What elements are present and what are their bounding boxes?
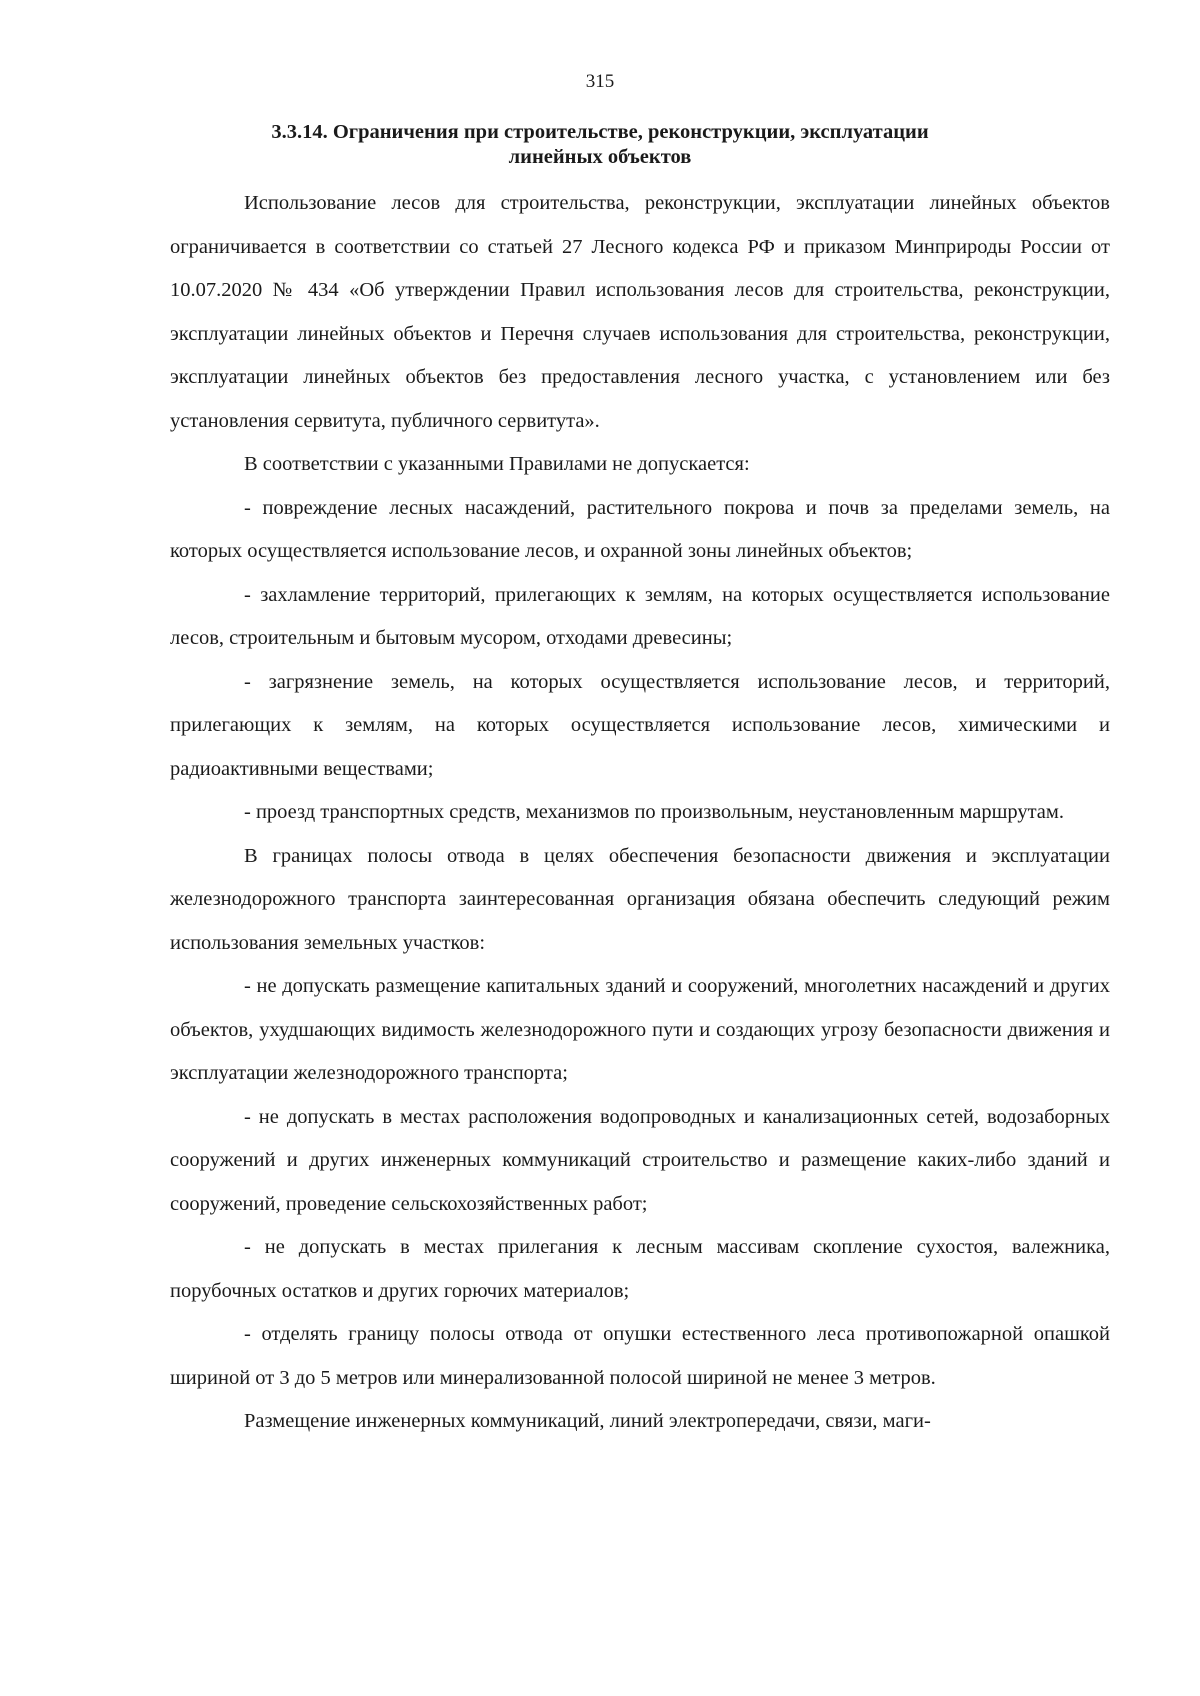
list-item-vehicle-passage: - проезд транспортных средств, механизмов по произвольным, неустановленным маршрутам. — [244, 801, 1064, 823]
list-item-combustibles: - не допускать в местах прилегания к лесным массивам скопление сухостоя, валежника, порубочных остатков и других горючих материалов; — [170, 1236, 1110, 1302]
section-heading — [160, 120, 1040, 170]
section-heading-line-2: линейных объектов — [508, 146, 692, 168]
page-number: 315 — [585, 71, 615, 92]
list-item-pollution: - загрязнение земель, на которых осуществляется использование лесов, и территорий, прилегающих к землям, на которых осуществляется использование лесов, химическими и радиоактивными веществами; — [170, 670, 1110, 780]
body-text — [170, 182, 1110, 1444]
paragraph-prohibitions-lead: В соответствии с указанными Правилами не допускается: — [244, 453, 750, 475]
paragraph-intro: Использование лесов для строительства, реконструкции, эксплуатации линейных объектов ограничивается в соответствии со статьей 27 Лесного кодекса РФ и приказом Минприроды России от 10.07.2020 № 434 «Об утверждении Правил использования лесов для строительства, реконструкции, эксплуатации линейных объектов и Перечня случаев использования для строительства, реконструкции, эксплуатации линейных объектов без предоставления лесного участка, с установлением или без установления сервитута, публичного сервитута». — [170, 192, 1110, 432]
list-item-utilities: - не допускать в местах расположения водопроводных и канализационных сетей, водозаборных сооружений и других инженерных коммуникаций строительство и размещение каких-либо зданий и сооружений, проведение сельскохозяйственных работ; — [170, 1105, 1110, 1215]
list-item-buildings: - не допускать размещение капитальных зданий и сооружений, многолетних насаждений и других объектов, ухудшающих видимость железнодорожного пути и создающих угрозу безопасности движения и эксплуатации железнодорожного транспорта; — [170, 975, 1110, 1084]
section-heading-line-1: 3.3.14. Ограничения при строительстве, реконструкции, эксплуатации — [271, 121, 929, 143]
list-item-littering: - захламление территорий, прилегающих к землям, на которых осуществляется использование лесов, строительным и бытовым мусором, отходами древесины; — [170, 583, 1110, 649]
paragraph-right-of-way: В границах полосы отвода в целях обеспечения безопасности движения и эксплуатации железнодорожного транспорта заинтересованная организация обязана обеспечить следующий режим использования земельных участков: — [170, 844, 1110, 954]
paragraph-placement: Размещение инженерных коммуникаций, линий электропередачи, связи, маги- — [244, 1410, 931, 1432]
list-item-damage: - повреждение лесных насаждений, растительного покрова и почв за пределами земель, на которых осуществляется использование лесов, и охранной зоны линейных объектов; — [170, 496, 1110, 562]
list-item-firebreak: - отделять границу полосы отвода от опушки естественного леса противопожарной опашкой шириной от 3 до 5 метров или минерализованной полосой шириной не менее 3 метров. — [170, 1323, 1110, 1389]
